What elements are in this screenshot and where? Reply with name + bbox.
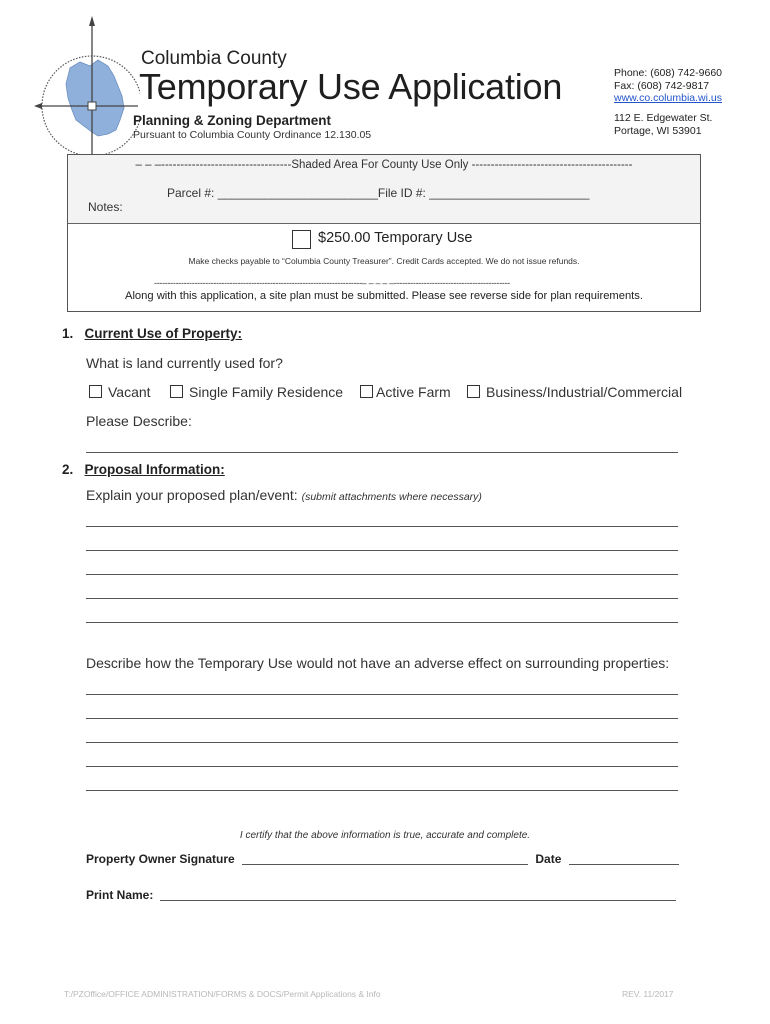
- address-block: [614, 112, 712, 137]
- site-plan-note: Along with this application, a site plan must be submitted. Please see reverse side for plan requirements.: [124, 290, 643, 302]
- ordinance-reference: Pursuant to Columbia County Ordinance 12.130.05: [133, 129, 372, 141]
- print-name-row: [86, 888, 676, 902]
- page-title: Temporary Use Application: [139, 66, 563, 107]
- temporary-use-fee-checkbox[interactable]: [292, 230, 311, 249]
- fee-divider: -----------------------------------------------------------------------------– – – – –-------------------------------------------: [154, 278, 510, 288]
- explain-line-3[interactable]: [86, 574, 678, 575]
- adverse-line-3[interactable]: [86, 742, 678, 743]
- fee-label: $250.00 Temporary Use: [318, 230, 473, 246]
- date-field[interactable]: [569, 852, 679, 865]
- section-1-number: 1.: [62, 326, 74, 341]
- signature-row: [86, 852, 679, 866]
- footer-file-path: T:/PZOffice/OFFICE ADMINISTRATION/FORMS & DOCS/Permit Applications & Info: [64, 989, 381, 999]
- county-name: Columbia County: [141, 48, 287, 69]
- explain-label: Explain your proposed plan/event: (submit attachments where necessary): [86, 487, 482, 503]
- department-name: Planning & Zoning Department: [133, 113, 331, 128]
- section-1-title: Current Use of Property:: [84, 326, 243, 341]
- footer-revision: REV. 11/2017: [622, 989, 674, 999]
- adverse-line-1[interactable]: [86, 694, 678, 695]
- date-label: Date: [535, 852, 562, 866]
- explain-line-5[interactable]: [86, 622, 678, 623]
- website-link[interactable]: www.co.columbia.wi.us: [614, 92, 722, 104]
- owner-signature-label: Property Owner Signature: [86, 852, 235, 866]
- option-single-family-residence[interactable]: Single Family Residence: [170, 384, 343, 400]
- describe-line[interactable]: [86, 452, 678, 453]
- section-2-number: 2.: [62, 462, 74, 477]
- option-active-farm[interactable]: Active Farm: [360, 384, 451, 400]
- explain-hint: (submit attachments where necessary): [301, 491, 482, 503]
- parcel-file-id-field: Parcel #: ________________________File ID #: ________________________: [167, 186, 590, 200]
- option-business-industrial-commercial[interactable]: Business/Industrial/Commercial: [467, 384, 682, 400]
- section-2-title: Proposal Information:: [84, 462, 225, 477]
- address-street: 112 E. Edgewater St.: [614, 112, 713, 124]
- notes-label: Notes:: [88, 200, 123, 214]
- option-vacant[interactable]: Vacant: [89, 384, 151, 400]
- checkbox-icon[interactable]: [360, 385, 373, 398]
- checkbox-icon[interactable]: [170, 385, 183, 398]
- explain-line-4[interactable]: [86, 598, 678, 599]
- adverse-effect-label: Describe how the Temporary Use would not have an adverse effect on surrounding properties:: [86, 655, 670, 671]
- certification-statement: I certify that the above information is true, accurate and complete.: [239, 830, 531, 841]
- contact-block: [614, 67, 722, 105]
- print-name-label: Print Name:: [86, 888, 154, 902]
- print-name-field[interactable]: [160, 888, 676, 901]
- payment-note: Make checks payable to “Columbia County Treasurer”. Credit Cards accepted. We do not issue refunds.: [188, 256, 580, 266]
- land-use-question: What is land currently used for?: [86, 355, 283, 371]
- checkbox-icon[interactable]: [89, 385, 102, 398]
- explain-line-1[interactable]: [86, 526, 678, 527]
- owner-signature-field[interactable]: [242, 852, 528, 865]
- phone-number: Phone: (608) 742-9660: [614, 67, 722, 79]
- adverse-line-5[interactable]: [86, 790, 678, 791]
- explain-line-2[interactable]: [86, 550, 678, 551]
- checkbox-icon[interactable]: [467, 385, 480, 398]
- section-2-heading: [62, 462, 225, 477]
- address-city: Portage, WI 53901: [614, 124, 702, 137]
- adverse-line-2[interactable]: [86, 718, 678, 719]
- adverse-line-4[interactable]: [86, 766, 678, 767]
- describe-label: Please Describe:: [86, 413, 192, 429]
- fax-number: Fax: (608) 742-9817: [614, 79, 710, 92]
- section-1-heading: [62, 326, 242, 341]
- shaded-area-heading: – – –----------------------------------Shaded Area For County Use Only ------------------------------------------: [135, 159, 633, 171]
